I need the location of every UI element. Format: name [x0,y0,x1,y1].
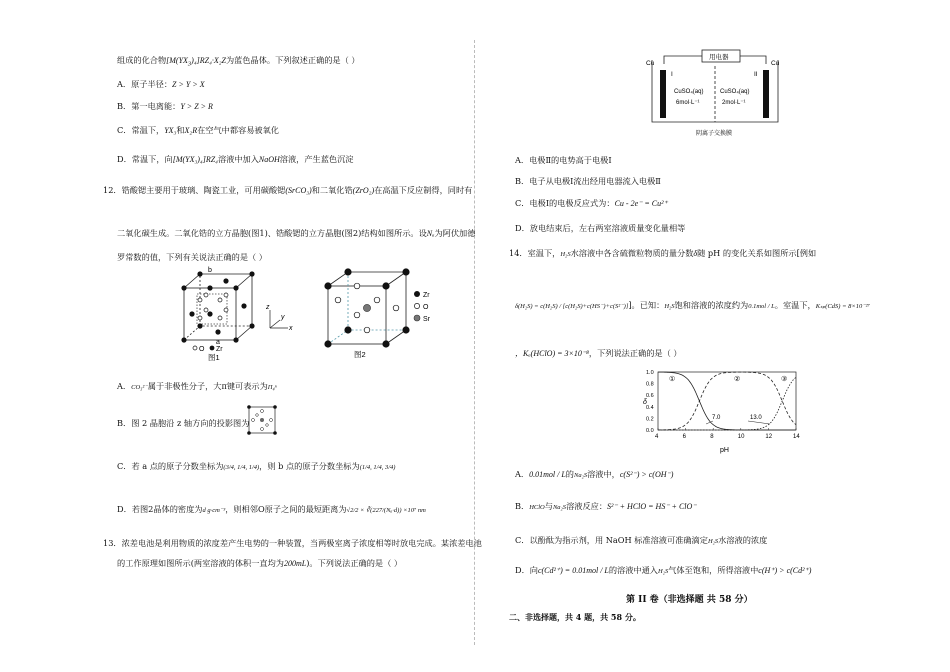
y-tick-label: 1.0 [646,370,654,376]
x-tick-label: 14 [793,434,800,440]
axis-y: y [281,314,285,321]
q11-stem-a: 组成的化合物 [117,55,167,65]
q14-line-2: δ(H₂S) = c(H₂S) / [c(H₂S)+c(HS⁻)+c(S²⁻)]]。已知：H₂S饱和溶液的浓度约为0.1mol / L。室温下，Kₛₚ(CdS) = 8×10⁻²⁷ [515,300,870,310]
fig1-label-a: a [216,339,220,346]
series-line-2 [658,372,796,430]
q12-option-a: A．CO₃²⁻属于非极性分子，大π键可表示为Π₄⁶ [117,381,278,391]
q14-line-3: ，Kₐ(HClO) = 3×10⁻⁸，下列说法正确的是（ ） [515,348,682,358]
curve-label-3: ③ [781,376,788,383]
chart-ylabel: δ [643,399,647,406]
x-tick-label: 6 [682,434,686,440]
q11-stem-b: 为蓝色晶体。下列叙述正确的是（ ） [225,55,360,65]
q13-option-a: A．电极Ⅱ的电势高于电极Ⅰ [515,155,612,165]
cu-right-label: Cu [771,60,780,67]
membrane-label: 阴离子交换膜 [696,131,733,137]
delta-ph-chart [640,366,800,456]
column-divider [474,40,475,645]
q14-option-d: D．向c(Cd²⁺) = 0.01mol / L的溶液中通入H₂S气体至饱和，所得溶液中c(H⁺) > c(Cd²⁺) [515,565,812,575]
q13-option-b: B．电子从电极Ⅰ流出经用电器流入电极Ⅱ [515,176,661,186]
fig2-legend-sr: Sr [423,316,430,323]
electrode-i-label: I [671,71,673,78]
q13-option-c: C．电极Ⅰ的电极反应式为：Cu - 2e⁻ = Cu²⁺ [515,198,668,208]
q12-line-1: 12．锆酸锶主要用于玻璃、陶瓷工业，可用碳酸锶(SrCO₃)和二氧化锆(ZrO₂)在高温下反应制得，同时有 [103,185,473,195]
q11-option-d: D．常温下，向[M(YX₃)₄]RZ₄溶液中加入NaOH溶液，产生蓝色沉淀 [117,154,354,164]
o-atoms [198,293,228,320]
q11-option-c: C．常温下，YX₃和X₂R在空气中都容易被氧化 [117,125,279,135]
part-2-subtitle: 二、非选择题，共 4 题，共 58 分。 [509,612,641,622]
x-tick-label: 8 [710,434,714,440]
part-2-title: 第 II 卷（非选择题 共 58 分） [626,595,753,605]
solution-left: CuSO₄(aq) [674,89,704,95]
fig1-label-b: b [208,267,212,274]
q13-option-d: D．放电结束后，左右两室溶液质量变化量相等 [515,223,686,233]
q14-option-c: C．以酚酞为指示剂，用 NaOH 标准溶液可准确滴定H₂S水溶液的浓度 [515,535,768,545]
q14-option-a: A．0.01mol / L的Na₂S溶液中，c(S²⁻) > c(OH⁻) [515,469,674,479]
projection-diagram [247,405,277,435]
axis-z: z [266,304,270,311]
conc-left: 6mol·L⁻¹ [676,100,700,106]
electrode-ii-label: II [754,71,758,78]
annotation-13: 13.0 [750,415,762,421]
q11-option-b: B．第一电离能：Y > Z > R [117,101,213,111]
solution-right: CuSO₄(aq) [720,89,750,95]
fig1-caption: 图1 [208,353,220,362]
q14-line-1: 14．室温下，H₂S水溶液中各含硫微粒物质的量分数δ随 pH 的变化关系如图所示[例如 [509,248,817,258]
q14-option-b: B．HClO与Na₂S溶液反应：S²⁻ + HClO = HS⁻ + ClO⁻ [515,501,697,511]
q12-line-2: 二氧化碳生成。二氧化锆的立方晶胞(图1)、锆酸锶的立方晶胞(图2)结构如图所示。设Nₐ为阿伏加德 [117,228,476,238]
q13-line-1: 13．浓差电池是利用物质的浓度差产生电势的一种装置，当两极室离子浓度相等时放电完成。某浓差电池 [103,538,482,548]
series-line-1 [658,372,796,430]
concentration-cell-diagram [640,44,790,140]
annotation-7: 7.0 [712,415,721,421]
y-tick-label: 0.2 [646,416,654,423]
curve-label-2: ② [734,376,741,383]
x-tick-label: 10 [737,434,745,440]
q11-formula: $[M(YX_3)_4]RZ_4\cdot X_2Z$ [166,56,226,68]
appliance-label: 用电器 [709,54,729,61]
q12-option-c: C．若 a 点的原子分数坐标为(3/4, 1/4, 1/4)，则 b 点的原子分数坐标为(1/4, 1/4, 3/4) [117,461,396,471]
figure-1-zro2-cell [170,262,305,362]
axis-x: x [289,325,293,332]
x-tick-label: 12 [765,434,773,440]
q12-option-d: D．若图2晶体的密度为d g·cm⁻³，则相邻O原子之间的最短距离为√2/2 × ∛(227/(Nₐ·d)) ×10⁷ nm [117,504,426,514]
q13-line-2: 的工作原理如图所示(两室溶液的体积一直均为200mL)。下列说法正确的是（ ） [117,558,403,568]
y-tick-label: 0.6 [646,393,654,400]
y-tick-label: 0.0 [646,428,654,434]
q12-option-b: B．图 2 晶胞沿 z 轴方向的投影图为 [117,418,250,428]
conc-right: 2mol·L⁻¹ [722,100,746,106]
q12-line-3: 罗常数的值，下列有关说法正确的是（ ） [117,252,267,262]
y-tick-label: 0.8 [646,381,654,388]
cu-left-label: Cu [646,60,655,67]
fig1-legend-o: O [199,346,205,353]
figure-2-srzro3-cell [318,264,438,360]
chart-xlabel: pH [720,447,729,454]
zr-atoms [181,271,254,342]
q11-option-a: A．原子半径：Z > Y > X [117,79,205,89]
fig2-caption: 图2 [354,350,366,359]
fig2-legend-o: O [423,304,429,311]
fig1-legend-zr: Zr [216,346,223,353]
fig2-legend-zr: Zr [423,292,430,299]
x-tick-label: 4 [655,434,659,440]
curve-label-1: ① [669,376,676,383]
y-tick-label: 0.4 [646,404,654,411]
plot-frame [658,372,796,430]
